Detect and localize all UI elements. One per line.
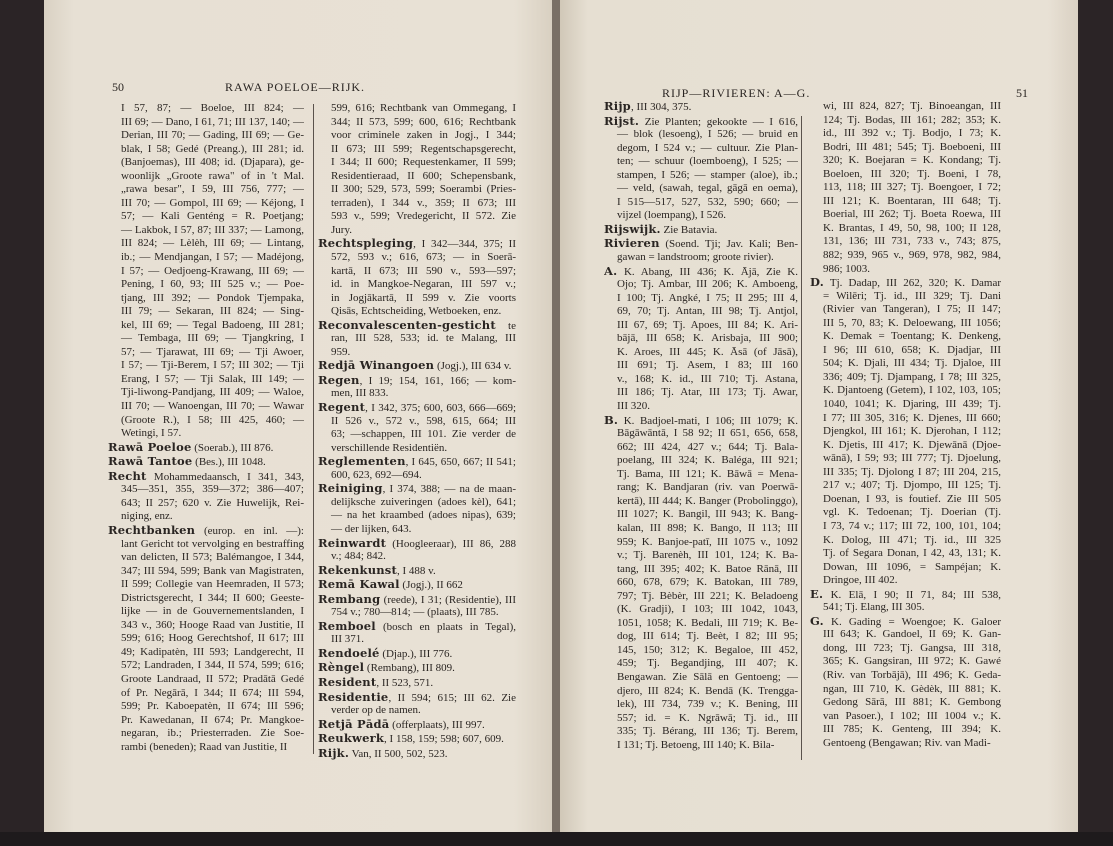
index-line: 459; Tj. Begandjing, III 407; K.	[617, 657, 798, 670]
index-line: degom, I 524 v.; — cultuur. Zie Plan-	[617, 141, 798, 154]
index-references: K. Abang, III 436; K. Ājā, Zie K.	[617, 265, 798, 278]
index-line: — veld, (sawah, tegal, gāgā en oema),	[617, 182, 798, 195]
index-line: (K. Gradji), I 103; III 1042, 1043,	[617, 603, 798, 616]
index-line: poelang, III 324; K. Baléga, III 921;	[617, 454, 798, 467]
index-entry-line	[318, 747, 516, 762]
index-line: 754 v.; 780—814; — (plaats), III 785.	[331, 606, 499, 619]
index-line: ten; — schuur (loemboeng), I 525; —	[617, 155, 798, 168]
index-line: Wetingi, I 57.	[121, 427, 182, 440]
index-line: v.; Tj. Barenèh, III 101, 124; K. Ba-	[617, 549, 798, 562]
index-line: 662; III 424, 427 v.; 644; Tj. Bala-	[617, 440, 798, 453]
index-line: kel, III 69; — Tegal Badoeng, III 281;	[121, 318, 304, 331]
index-line: I 515—517, 527, 532, 590; 660; —	[617, 195, 798, 208]
index-headword: Reukwerk	[318, 732, 385, 746]
index-line: djero, III 824; K. Bendā (K. Trengga-	[617, 684, 798, 697]
index-line: Pening, I 60, 93; III 525 v.; — Poe-	[121, 278, 304, 291]
book-bottom-edge	[0, 832, 1113, 846]
index-headword: Regent	[318, 401, 366, 415]
index-line: wi, III 824, 827; Tj. Binoeangan, III	[823, 100, 1001, 112]
index-line: 599, 616; Rechtbank van Ommegang, I	[331, 102, 516, 114]
index-line: ib.; — Mendjangan, I 57; — Madéjong,	[121, 251, 304, 264]
index-headword: Reglementen	[318, 455, 406, 469]
index-headword: Reconvalescenten-gesticht	[318, 318, 496, 332]
index-line: Groote Landraad, II 572; Pradātā Gedé	[121, 672, 304, 685]
index-line: lijke — in de Gouvernementslanden, I	[121, 605, 304, 618]
index-line: rambi (beneden); Raad van Justitie, II	[121, 740, 288, 753]
index-line: kertā), III 444; K. Banger (Probolinggo),	[617, 494, 798, 507]
index-line: Erang, I 57; — Tji Salak, III 149; —	[121, 372, 304, 385]
index-line: 217 v.; 407; Tj. Djompo, III 125; Tj.	[823, 479, 1001, 492]
index-headword: Remā Kawal	[318, 578, 400, 592]
index-line: 643; II 257; 620 v. Zie Huwelijk, Rei-	[121, 496, 304, 509]
index-headword: Resident	[318, 675, 377, 689]
index-line: id., III 392 v.; Tj. Bodjo, I 73; K.	[823, 127, 1001, 140]
index-line: K. Brantas, I 49, 50, 98, 100; II 128,	[823, 221, 1001, 234]
index-line: — der lijken, 643.	[331, 522, 412, 535]
index-line: Djengkol, III 161; K. Djerohan, I 112;	[823, 425, 1001, 438]
index-entry-line	[604, 414, 798, 428]
running-head-right: RIJP—RIVIEREN: A—G.	[662, 86, 811, 100]
index-entry-line	[318, 374, 516, 388]
index-headword: B.	[604, 413, 619, 427]
index-entry-line	[318, 537, 516, 551]
index-line: III 1027; K. Bangil, III 943; K. Bang-	[617, 508, 798, 521]
index-line: Dringoe, III 402.	[823, 574, 898, 587]
index-line: 1051, 1058; K. Bedali, III 719; K. Be-	[617, 616, 798, 629]
index-references: , I 19; 154, 161, 166; — kom-	[359, 374, 516, 387]
index-line: 336; 409; Tj. Djampang, I 78; III 325,	[823, 370, 1001, 383]
index-line: I 131; Tj. Betoeng, III 140; K. Bila-	[617, 738, 775, 751]
index-entry-line	[318, 319, 516, 333]
index-line: 660, 678, 679; K. Batokan, III 789,	[617, 576, 798, 589]
index-line: Ojo; Tj. Ambar, III 206; K. Amboeng,	[617, 278, 798, 291]
index-line: II 526 v., 572 v., 598, 615, 664; III	[331, 414, 516, 427]
index-references: Zie Batavia.	[660, 223, 718, 236]
index-line: 124; Tj. Bodas, III 161; 282; 353; K.	[823, 113, 1001, 126]
index-line: 600, 623, 692—694.	[331, 468, 422, 481]
index-references: (Bes.), III 1048.	[192, 456, 266, 469]
index-entry-line	[810, 588, 1001, 602]
index-line: Qisās, Echtscheiding, Wetboeken, enz.	[331, 305, 502, 318]
index-line: ran, III 528, 533; id. te Malang, III	[331, 332, 516, 345]
index-line: tang, III 395; 402; K. Batoe Rānā, III	[617, 562, 798, 575]
index-references: K. Gading = Woengoe; K. Galoer	[823, 615, 1001, 628]
index-line: dong, III 723; Tj. Gangsa, III 318,	[823, 641, 1001, 654]
index-line: K. Demak = Toentang; K. Denkeng,	[823, 330, 1001, 343]
index-line: I 96; III 610, 658; K. Djadjar, III	[823, 343, 1001, 356]
index-headword: Rechtspleging	[318, 237, 414, 251]
index-headword: G.	[810, 614, 824, 628]
index-references: (Jogj.), II 662	[399, 579, 463, 592]
index-line: verschillende Residentiën.	[331, 441, 448, 454]
index-line: lek), III 734, 739 v.; K. Bening, III	[617, 698, 798, 711]
index-line: — na het kraambed (adoes nipas), 639;	[331, 509, 516, 522]
index-line: vijzel (loempang), I 526.	[617, 209, 727, 222]
index-line: Bāgāwāntā, I 58 92; II 651, 656, 658,	[617, 427, 798, 440]
index-line: 57; — Kali Genténg = R. Poetjang;	[121, 210, 304, 223]
index-line: I 100; Tj. Angké, I 75; II 295; III 4,	[617, 291, 798, 304]
index-line: gawan = landstroom; groote rivier).	[617, 251, 774, 264]
index-line: 599; Pr. Kaboepatèn, II 674; III 596;	[121, 700, 304, 713]
index-headword: Rechtbanken	[108, 523, 196, 537]
index-line: (Rivier van Tangeran), I 75; II 147;	[823, 303, 1001, 316]
index-entry-line	[318, 732, 516, 747]
index-line: verder op de namen.	[331, 704, 421, 717]
index-entry-line	[318, 691, 516, 705]
index-headword: Rijk.	[318, 746, 350, 760]
index-line: v.; 484; 842.	[331, 550, 386, 563]
index-line: III 335; Tj. Djolong I 87; III 204, 215,	[823, 465, 1001, 478]
index-line: III 121; K. Boentaran, III 648; Tj.	[823, 194, 1001, 207]
index-references: K. Elā, I 90; II 71, 84; III 538,	[823, 588, 1001, 601]
index-line: Derian, III 70; — Gading, III 69; — Ge-	[121, 129, 304, 142]
index-line: men, III 833.	[331, 387, 389, 400]
index-line: 572; Landraden, I 344, II 574, 599; 616;	[121, 659, 304, 672]
index-line: 959.	[331, 345, 351, 358]
index-headword: Rendoelé	[318, 646, 380, 660]
index-line: 49; Kadipatèn, III 593; Landgerecht, II	[121, 645, 304, 658]
index-line: „rawa besar", I 59, III 756, 777; —	[121, 183, 304, 196]
index-line: III 691; Tj. Asem, I 83; III 160	[617, 359, 798, 372]
index-line: v., 168; K. id., III 710; Tj. Astana,	[617, 372, 798, 385]
index-line: 986; 1003.	[823, 262, 871, 275]
index-line: III 824; — Lèlèh, III 69; — Lintang,	[121, 237, 304, 250]
index-headword: Rivieren	[604, 237, 660, 251]
index-line: wānā), I 59; 93; III 777; Tj. Djoelung,	[823, 452, 1001, 465]
index-headword: D.	[810, 276, 824, 290]
index-line: terraden), I 344 v., 359; II 673; III	[331, 196, 516, 209]
index-line: (Riv. van Torbājā), III 496; K. Geda-	[823, 668, 1001, 681]
index-references: , I 342—344, 375; II	[413, 238, 516, 251]
index-references: Tj. Dadap, III 262, 320; K. Damar	[823, 277, 1001, 290]
index-line: kalan, III 898; K. Bango, II 113; III	[617, 521, 798, 534]
index-line: (Banjoemas), III 408; id. (Djapara), ge-	[121, 156, 304, 169]
index-line: van Pasoer.), I 102; III 1004 v.; K.	[823, 709, 1001, 722]
index-entry-line	[810, 615, 1001, 629]
index-entry-line	[318, 661, 516, 676]
index-line: Boeloen, III 320; Tj. Boeni, I 78,	[823, 167, 1001, 180]
index-line: 365; K. Gangsiran, III 972; K. Gawé	[823, 655, 1001, 668]
index-line: I 73, 74 v.; 117; III 72, 100, 101, 104;	[823, 519, 1001, 532]
index-references: (reede), I 31; (Residentie), III	[380, 593, 516, 606]
index-entry-line	[318, 593, 516, 607]
index-line: 599; 616; Hoog Gerechtshof, II 617; III	[121, 632, 304, 645]
index-line: dog, III 614; Tj. Beèt, I 82; III 95;	[617, 630, 798, 643]
index-entry-line	[318, 718, 516, 733]
index-line: I 77; III 305, 316; K. Djenes, III 660;	[823, 411, 1001, 424]
index-line: Districtsgerecht, I 344; II 600; Geeste-	[121, 591, 304, 604]
index-line: Doenan, I 93, is foutief. Zie III 505	[823, 492, 1001, 505]
index-line: 145, 150; 312; K. Begaloe, III 452,	[617, 643, 798, 656]
index-line: III 67, 69; Tj. Apoes, III 84; K. Ari-	[617, 318, 798, 331]
index-references: , III 304, 375.	[630, 101, 692, 113]
index-entry-line	[318, 455, 516, 469]
index-line: 113, 118; III 327; Tj. Boengoer, I 72;	[823, 181, 1001, 194]
index-line: vgl. K. Tedoenan; Tj. Doerian (Tj.	[823, 506, 1001, 519]
index-entry-line	[318, 620, 516, 634]
index-line: voor criminele zaken in Jogj., I 344;	[331, 129, 516, 142]
index-line: Jury.	[331, 223, 352, 236]
index-line: 504; K. Djali, III 434; Tj. Djaloe, III	[823, 357, 1001, 370]
index-line: bājā, III 658; K. Arisbaja, III 900;	[617, 332, 798, 345]
column-divider-right	[801, 116, 802, 760]
page-number-right: 51	[1016, 86, 1028, 100]
index-entry-line	[318, 578, 516, 593]
index-headword: Rèngel	[318, 661, 365, 675]
index-references: (Rembang), III 809.	[364, 662, 455, 675]
index-entry-line	[604, 237, 798, 251]
index-entry-line	[318, 676, 516, 691]
index-line: Dowan, III 1096, = Sampéjan; K.	[823, 560, 1001, 573]
index-headword: Rawā Tantoe	[108, 455, 193, 469]
index-references: , I 158, 159; 598; 607, 609.	[384, 733, 504, 746]
index-column	[108, 102, 304, 754]
index-references: (bosch en plaats in Tegal),	[375, 620, 516, 633]
index-line: Boerial, III 262; Tj. Boeta Roewa, III	[823, 208, 1001, 221]
index-line: stampen, I 526; — stamper (aloe), ib.;	[617, 168, 798, 181]
index-headword: Rembang	[318, 592, 381, 606]
column-divider-left	[313, 104, 314, 754]
index-headword: E.	[810, 587, 824, 601]
index-references: (Hoogleeraar), III 86, 288	[386, 537, 516, 550]
index-headword: Residentie	[318, 690, 389, 704]
index-line: 541; Tj. Elang, III 305.	[823, 601, 925, 614]
index-line: 572, 593 v.; 616, 673; — in Soerā-	[331, 251, 516, 264]
index-entry-line	[108, 441, 304, 456]
index-line: Tji-liwong-Pandjang, III 409; — Waloe,	[121, 386, 304, 399]
index-references: , II 594; 615; III 62. Zie	[388, 691, 516, 704]
index-references: (Djap.), III 776.	[379, 647, 453, 660]
index-line: III 5, 70, 83; K. Deloewang, III 1056;	[823, 316, 1001, 329]
index-line: II 673; III 599; Regentschapsgerecht,	[331, 142, 516, 155]
index-line: III 70; — Gompol, III 69; — Kéjong, I	[121, 196, 304, 209]
index-headword: Reinwardt	[318, 536, 387, 550]
index-references: , I 488 v.	[397, 564, 436, 577]
index-line: III 70; — Wanoengan, III 70; — Wawar	[121, 400, 304, 413]
index-line: 797; Tj. Bèbèr, III 221; K. Beladoeng	[617, 589, 798, 602]
index-references: te	[508, 319, 516, 332]
index-entry-line	[604, 100, 798, 115]
index-references: , I 374, 388; — na de maan-	[382, 483, 516, 496]
index-line: 343 v., 360; Hooge Raad van Justitie, II	[121, 618, 304, 631]
index-line: 63; —schappen, III 101. Zie verder de	[331, 428, 516, 441]
index-references: Mohammedaansch, I 341, 343,	[146, 470, 304, 483]
index-headword: A.	[604, 264, 618, 278]
index-line: I 344; II 600; Requestenkamer, II 599;	[331, 156, 516, 169]
index-line: in Jogjākartā, II 599 v. Zie voorts	[331, 291, 516, 304]
index-line: K. Djantoeng (Getem), I 102, 103, 105;	[823, 384, 1001, 397]
index-line: Gedong Sārā, III 881; K. Gembong	[823, 696, 1001, 709]
index-entry-line	[318, 237, 516, 251]
index-line: 57; — Tjarawat, III 69; — Tji Awoer,	[121, 345, 304, 358]
index-line: III 79; — Sekaran, III 824; — Sing-	[121, 305, 304, 318]
index-headword: Rijst.	[604, 114, 640, 128]
index-references: , II 523, 571.	[376, 676, 434, 689]
index-line: III 785; K. Genteng, III 394; K.	[823, 723, 1001, 736]
index-headword: Retjā Pādā	[318, 717, 390, 731]
index-line: 69, 70; Tj. Antan, III 98; Tj. Antjol,	[617, 305, 798, 318]
index-headword: Remboel	[318, 619, 376, 633]
index-column	[604, 100, 798, 752]
index-line: II 300; 529, 573, 599; Soerambi (Pries-	[331, 183, 516, 196]
page-number-left: 50	[112, 80, 124, 94]
index-line: 882; 939, 965 v., 969, 978, 982, 984,	[823, 249, 1001, 262]
index-entry-line	[604, 223, 798, 238]
index-line: K. Dolog, III 471; Tj. id., III 325	[823, 533, 1001, 546]
index-line: Gentoeng (Bengawan; Riv. van Madi-	[823, 736, 991, 749]
index-line: blak, I 58; Gedé (Preang.), III 281; id.	[121, 142, 304, 155]
index-references: Van, II 500, 502, 523.	[349, 747, 448, 760]
index-line: = Wilēri; Tj. id., III 329; Tj. Dani	[823, 289, 1001, 302]
index-line: negaran, ib.; Priesterraden. Zie Soe-	[121, 727, 304, 740]
index-line: III 320.	[617, 400, 650, 413]
index-line: 347; III 594, 599; Bank van Magistraten,	[121, 564, 304, 577]
index-references: Zie Planten; gekookte — I 616,	[644, 115, 798, 128]
index-line: ngan, III 710, K. Gèdèk, III 881; K.	[823, 682, 1001, 695]
index-line: 320; K. Boejaran = K. Kondang; Tj.	[823, 154, 1001, 167]
index-headword: Rijp	[604, 100, 631, 113]
index-headword: Reiniging	[318, 482, 383, 496]
index-line: of Pr. Negārā, I 344; II 674; III 594,	[121, 686, 304, 699]
index-column	[810, 100, 1001, 750]
index-line: (Groote R.), I 58; III 425, 460; —	[121, 413, 304, 426]
index-line: 557; id. = K. Ngrāwā; Tj. id., III	[617, 711, 798, 724]
index-references: (Soerab.), III 876.	[191, 441, 274, 454]
index-headword: Rijswijk.	[604, 222, 661, 236]
index-line: I 57; — Oedjoeng-Krawang, III 69; —	[121, 264, 304, 277]
index-line: woonlijk „Groote rawa" of in 't Mal.	[121, 169, 304, 182]
index-line: van delicten, II 573; Balémangoe, I 344,	[121, 551, 304, 564]
index-references: , I 645, 650, 667; II 541;	[405, 456, 516, 469]
index-line: rang; K. Bandjaran (riv. van Poerwā-	[617, 481, 798, 494]
index-entry-line	[108, 455, 304, 470]
index-references: (Soend. Tji; Jav. Kali; Ben-	[659, 238, 798, 251]
index-line: 344; II 573, 599; 600, 616; Rechtbank	[331, 115, 516, 128]
index-entry-line	[108, 524, 304, 538]
index-line: tjang, III 392; — Pondok Tjempaka,	[121, 291, 304, 304]
index-line: 345—351, 355, 359—372; 386—407;	[121, 483, 304, 496]
index-line: lant Gericht tot vervolging en bestraffing	[121, 537, 304, 550]
index-entry-line	[810, 276, 1001, 290]
index-line: 593 v., 599; Vredegericht, II 572. Zie	[331, 210, 516, 223]
index-entry-line	[318, 482, 516, 496]
index-entry-line	[318, 359, 516, 374]
index-line: III 643; K. Gandoel, II 69; K. Gan-	[823, 628, 1001, 641]
index-line: 959; K. Banjoe-patī, III 1075 v., 1092	[617, 535, 798, 548]
index-references: (offerplaats), III 997.	[389, 718, 485, 731]
index-references: , I 342, 375; 600, 603, 666—669;	[365, 402, 516, 415]
index-line: III 69; — Dano, I 61, 71; III 137, 140; —	[121, 115, 304, 128]
index-headword: Redjā Winangoen	[318, 359, 435, 373]
index-line: 131, 136; III 731, 733 v., 743; 875,	[823, 235, 1001, 248]
index-references: K. Badjoel-mati, I 106; III 1079; K.	[618, 414, 798, 427]
index-line: Residentieraad, II 600; Schepensbank,	[331, 169, 516, 182]
index-column	[318, 102, 516, 761]
index-line: I 57, 87; — Boeloe, III 824; —	[121, 102, 304, 114]
index-entry-line	[604, 115, 798, 129]
index-line: Bodri, III 481; 545; Tj. Boeboeni, III	[823, 140, 1001, 153]
index-line: Tj. Bama, III 121; K. Bāwā = Mena-	[617, 467, 798, 480]
index-line: 1040, 1041; K. Djaring, III 439; Tj.	[823, 398, 1001, 411]
index-headword: Regen	[318, 373, 360, 387]
index-headword: Rekenkunst	[318, 563, 397, 577]
index-line: II 599; Collegie van Heemraden, II 573;	[121, 578, 304, 591]
index-entry-line	[318, 564, 516, 579]
index-line: K. Djetis, III 417; K. Djewānā (Djoe-	[823, 438, 1001, 451]
running-head-left: RAWA POELOE—RIJK.	[225, 80, 366, 94]
index-line: K. Aroes, III 445; K. Āsā (of Jāsā),	[617, 345, 798, 358]
index-headword: Recht	[108, 469, 147, 483]
index-entry-line	[604, 265, 798, 279]
index-line: III 371.	[331, 633, 364, 646]
index-entry-line	[318, 401, 516, 415]
index-references: (europ. en inl. —):	[203, 524, 304, 537]
index-line: Pr. Kawedanan, II 674; Pr. Mangkoe-	[121, 713, 304, 726]
index-line: kartā, II 673; III 590 v., 593—597;	[331, 264, 516, 277]
index-line: III 186; Tj. Atar, III 173; Tj. Awar,	[617, 386, 798, 399]
index-line: niging, enz.	[121, 510, 173, 523]
index-line: id. in Mangkoe-Negaran, III 597 v.;	[331, 278, 516, 291]
index-entry-line	[108, 470, 304, 484]
index-line: 335; Tj. Bérang, III 136; Tj. Berem,	[617, 725, 798, 738]
index-entry-line	[318, 647, 516, 662]
index-line: — Lakbok, I 57, 87; III 337; — Lamong,	[121, 223, 304, 236]
index-line: Bengawan. Zie Sālā en Gentoeng; —	[617, 670, 798, 683]
book-spine	[552, 0, 560, 834]
index-headword: Rawā Poeloe	[108, 440, 192, 454]
index-line: Tj. of Segara Donan, I 42, 43, 131; K.	[823, 547, 1001, 560]
index-line: — blok (lesoeng), I 526; — bruid en	[617, 128, 798, 141]
index-line: — Tembaga, III 69; — Tjangkring, I	[121, 332, 304, 345]
index-line: delijksche zuiveringen (adoes kèl), 641;	[331, 495, 516, 508]
index-references: (Jogj.), III 634 v.	[434, 360, 512, 373]
index-line: I 57; — Tji-Berem, I 57; III 302; — Tji	[121, 359, 304, 372]
